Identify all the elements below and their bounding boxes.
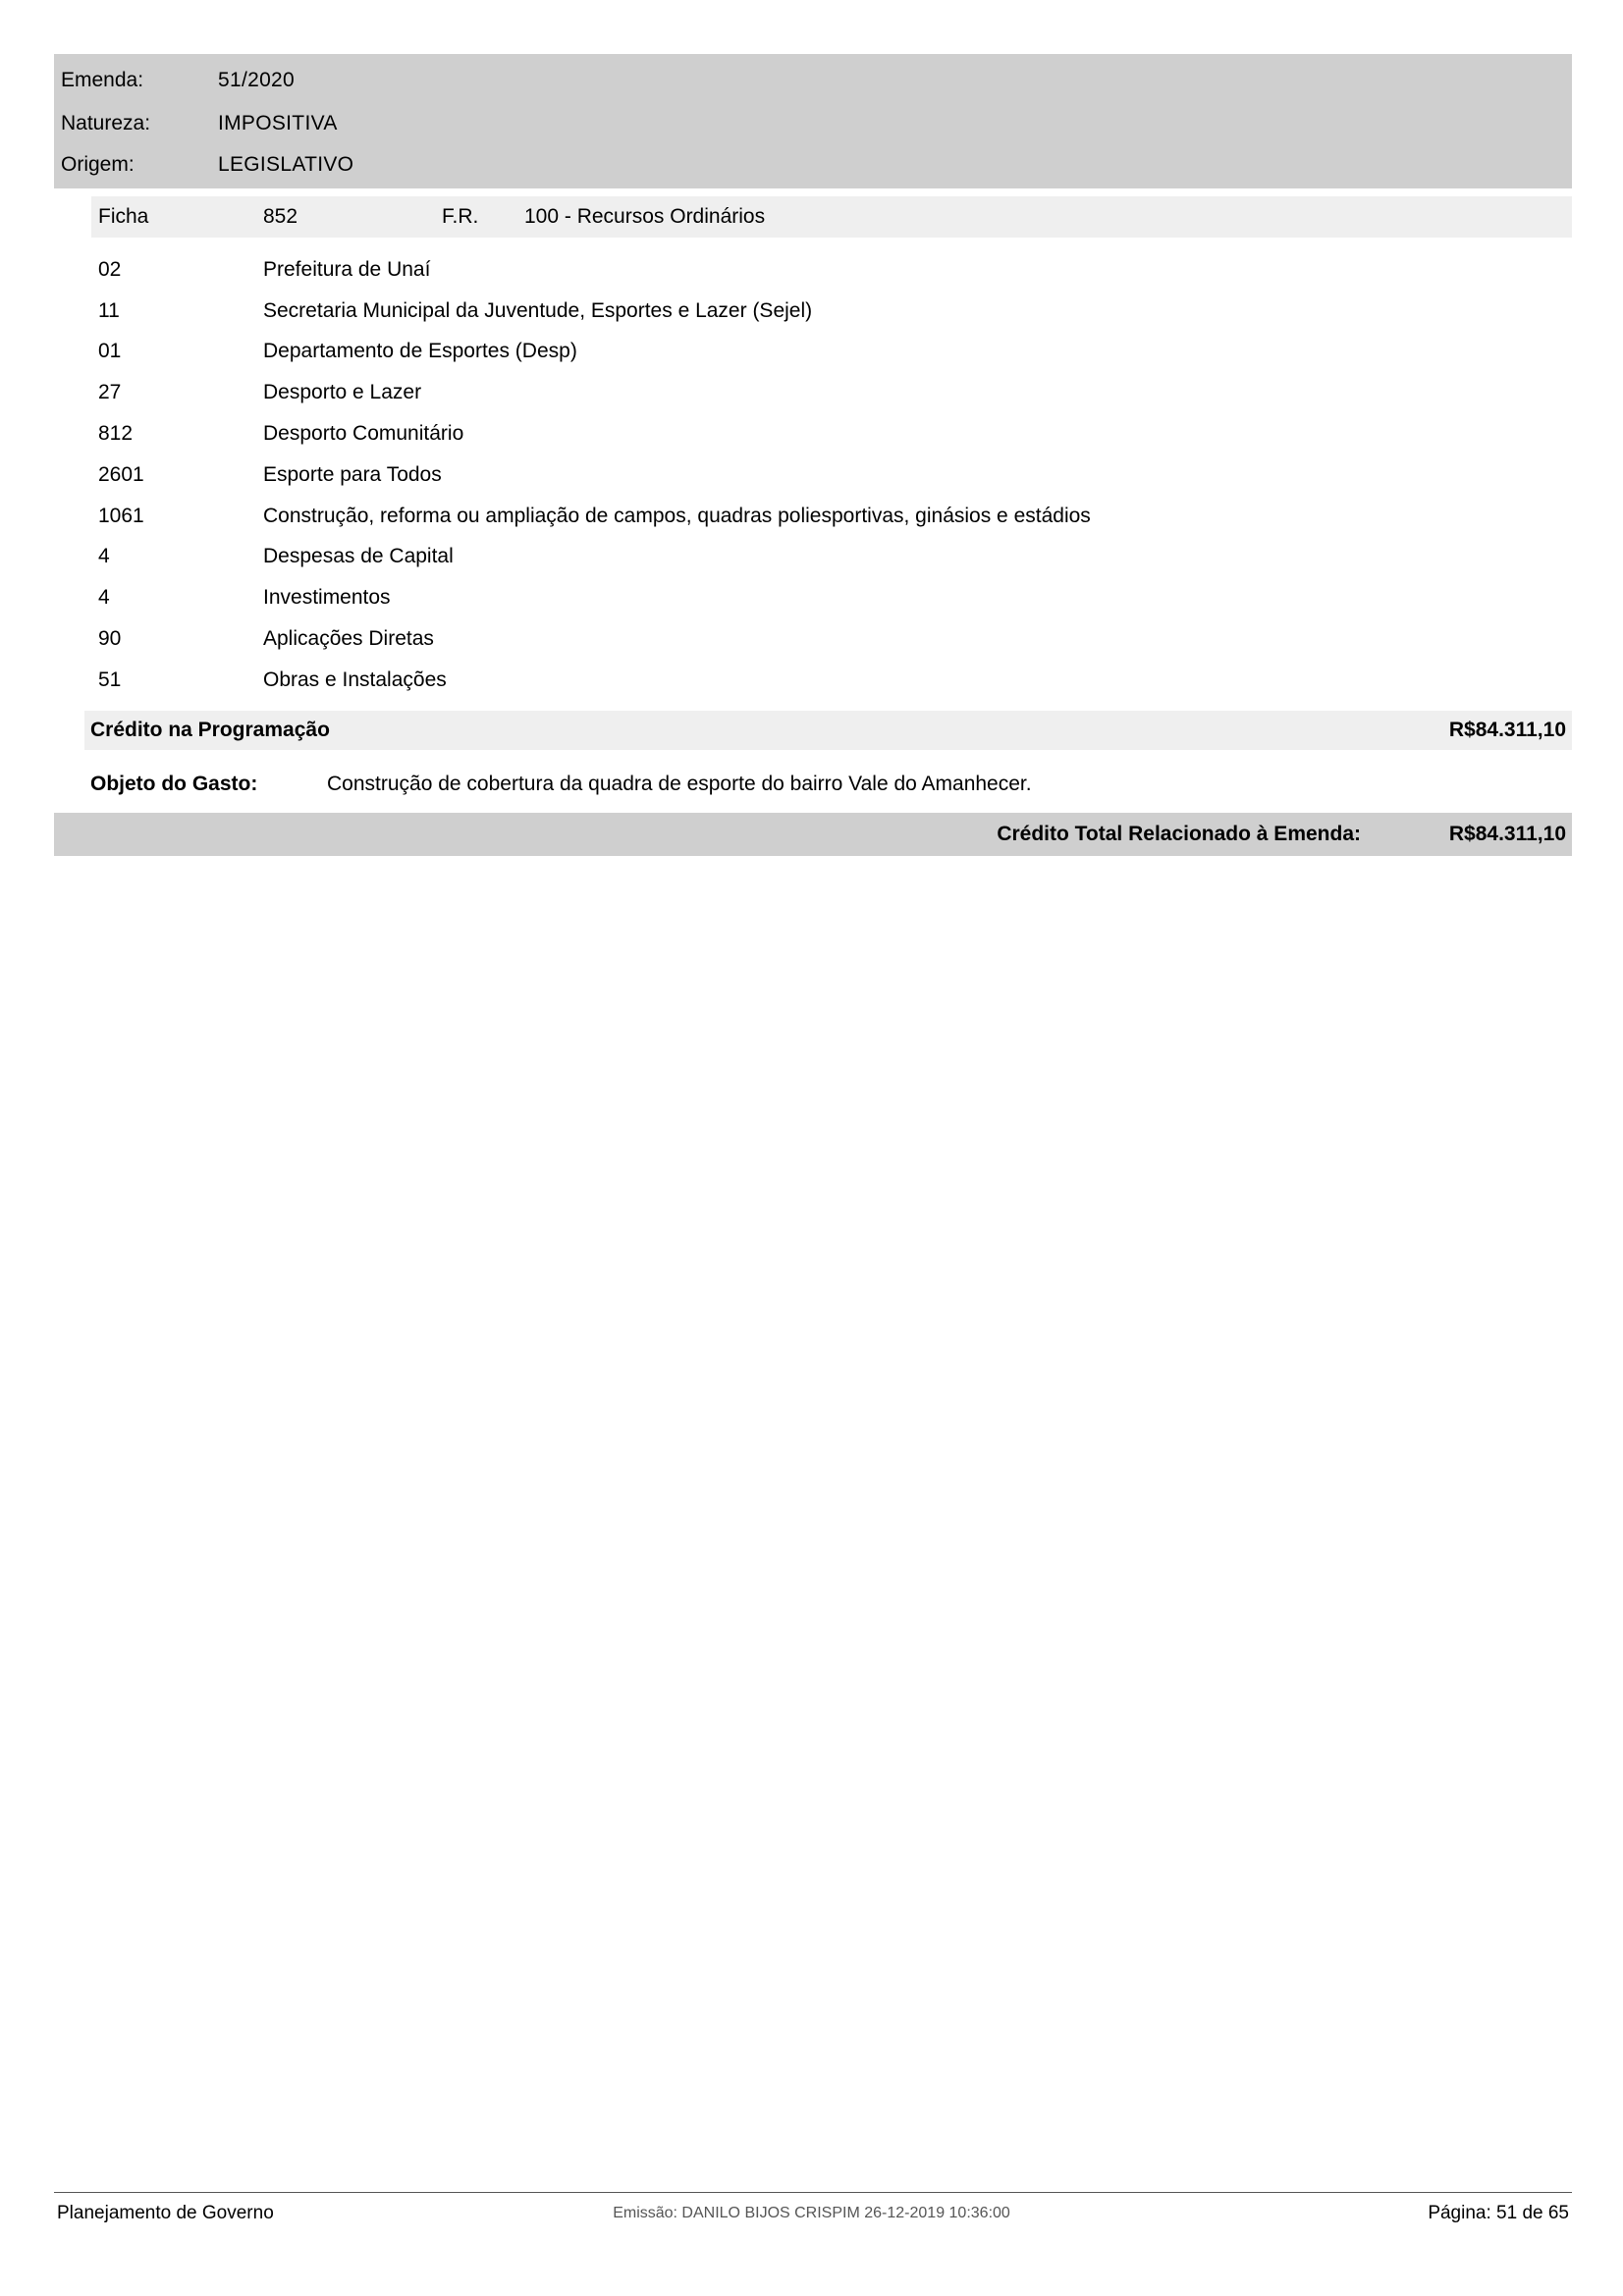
item-code: 51 xyxy=(98,667,122,691)
footer-page-number: Página: 51 de 65 xyxy=(1428,2203,1569,2223)
item-desc: Desporto Comunitário xyxy=(263,422,464,446)
item-desc: Obras e Instalações xyxy=(263,667,447,691)
item-desc: Esporte para Todos xyxy=(263,462,442,486)
item-desc: Construção, reforma ou ampliação de campos, quadras poliesportivas, ginásios e estádios xyxy=(263,504,1091,527)
list-item xyxy=(98,332,1551,373)
list-item xyxy=(98,660,1551,701)
ficha-number: 852 xyxy=(263,205,298,228)
origem-label: Origem: xyxy=(61,153,135,176)
ficha-label: Ficha xyxy=(98,205,149,228)
item-code: 01 xyxy=(98,340,122,363)
list-item xyxy=(98,618,1551,660)
credito-label: Crédito na Programação xyxy=(90,719,330,741)
classification-list xyxy=(98,249,1551,701)
natureza-value: IMPOSITIVA xyxy=(218,112,338,134)
item-desc: Aplicações Diretas xyxy=(263,627,434,651)
item-code: 02 xyxy=(98,257,122,281)
natureza-row xyxy=(61,103,338,144)
list-item xyxy=(98,496,1551,537)
item-code: 90 xyxy=(98,627,122,651)
emenda-header xyxy=(54,54,1572,188)
list-item xyxy=(98,249,1551,291)
item-desc: Investimentos xyxy=(263,586,391,610)
item-desc: Departamento de Esportes (Desp) xyxy=(263,340,577,363)
list-item xyxy=(98,454,1551,496)
credito-total-row xyxy=(54,813,1572,856)
item-code: 4 xyxy=(98,545,110,568)
item-code: 2601 xyxy=(98,462,144,486)
item-code: 4 xyxy=(98,586,110,610)
footer-emission: Emissão: DANILO BIJOS CRISPIM 26-12-2019 10:36:00 xyxy=(613,2205,1010,2221)
item-code: 27 xyxy=(98,381,122,404)
item-code: 11 xyxy=(98,298,120,322)
item-code: 812 xyxy=(98,422,134,446)
natureza-label: Natureza: xyxy=(61,112,151,134)
list-item xyxy=(98,537,1551,578)
objeto-gasto-row xyxy=(90,764,1032,805)
item-desc: Prefeitura de Unaí xyxy=(263,257,431,281)
objeto-value: Construção de cobertura da quadra de esporte do bairro Vale do Amanhecer. xyxy=(327,773,1032,795)
footer-divider xyxy=(54,2192,1572,2193)
credito-programacao-row xyxy=(84,711,1572,750)
objeto-label: Objeto do Gasto: xyxy=(90,773,258,795)
list-item xyxy=(98,372,1551,413)
list-item xyxy=(98,413,1551,454)
fr-label: F.R. xyxy=(442,205,479,228)
ficha-row xyxy=(91,196,1572,238)
list-item xyxy=(98,291,1551,332)
item-desc: Desporto e Lazer xyxy=(263,381,422,404)
emenda-label: Emenda: xyxy=(61,69,144,91)
total-label: Crédito Total Relacionado à Emenda: xyxy=(997,823,1361,845)
origem-value: LEGISLATIVO xyxy=(218,153,354,176)
total-value: R$84.311,10 xyxy=(1448,823,1566,845)
emenda-row xyxy=(61,60,295,101)
item-code: 1061 xyxy=(98,504,144,527)
emenda-value: 51/2020 xyxy=(218,69,296,91)
item-desc: Despesas de Capital xyxy=(263,545,454,568)
credito-value: R$84.311,10 xyxy=(1448,719,1566,741)
list-item xyxy=(98,577,1551,618)
footer-department: Planejamento de Governo xyxy=(57,2203,274,2223)
origem-row xyxy=(61,144,353,186)
fr-value: 100 - Recursos Ordinários xyxy=(524,205,766,228)
item-desc: Secretaria Municipal da Juventude, Esportes e Lazer (Sejel) xyxy=(263,298,813,322)
